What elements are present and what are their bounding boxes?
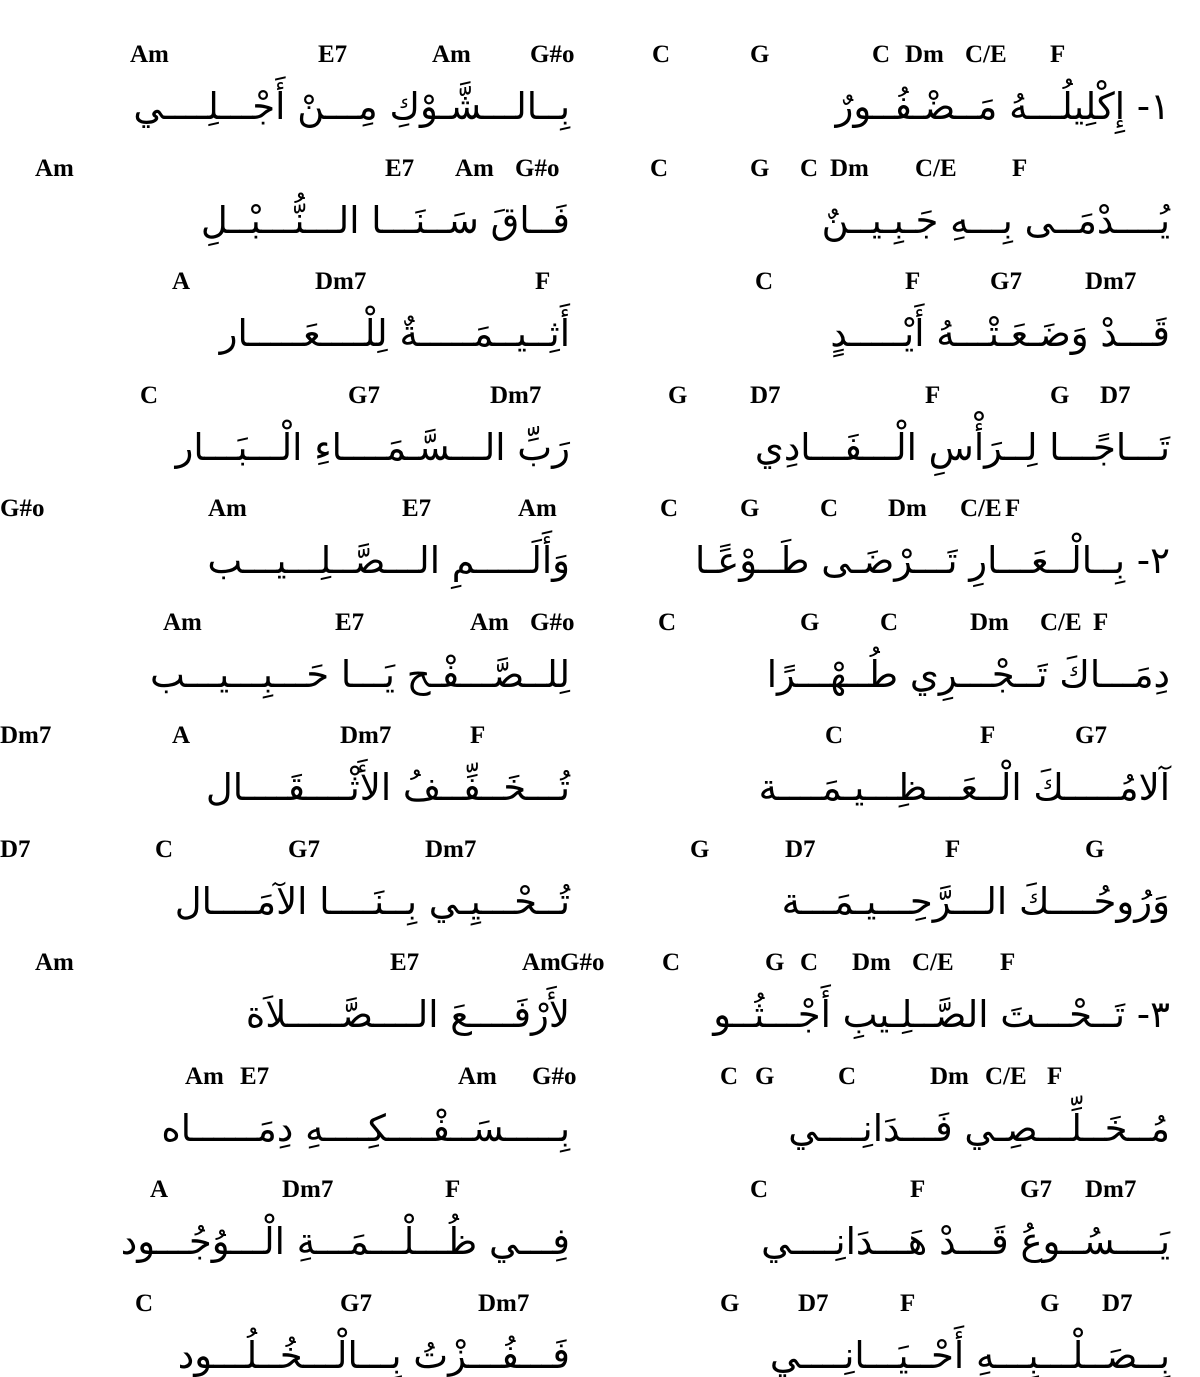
chord-label: C <box>838 1062 857 1090</box>
chord-label: Dm7 <box>315 268 367 295</box>
chord-label: Dm7 <box>425 835 477 863</box>
chord-label: A <box>150 1176 169 1203</box>
chord-label: G <box>800 608 820 636</box>
chord-label: F <box>925 381 941 409</box>
chord-label: D7 <box>1102 1289 1133 1317</box>
chord-label: Am <box>130 41 169 68</box>
chord-label: G <box>690 835 710 863</box>
chord-label: G <box>1040 1289 1060 1317</box>
chord-label: A <box>172 268 191 295</box>
lyric-line: فَـــفُـــزْتُ بِـــالْـــخُــلُـــود <box>177 1333 570 1377</box>
chord-label: C/E <box>965 41 1007 68</box>
chord-label: E7 <box>240 1062 270 1090</box>
chord-label: Am <box>185 1062 224 1090</box>
chord-label: E7 <box>318 41 348 68</box>
chord-label: E7 <box>402 495 432 522</box>
chord-label: F <box>1047 1062 1063 1090</box>
chord-label: C <box>872 41 891 68</box>
chord-label: G#o <box>532 1062 577 1090</box>
chord-label: G7 <box>990 268 1022 295</box>
lyric-line: آلامُـــــكَ الْــعَـــظِـــيـمَــــة <box>758 766 1170 809</box>
chord-label: Dm7 <box>0 722 52 749</box>
lyric-line: ١- إِكْلِيلُـــهُ مَــضْـفُــورٌ <box>835 85 1170 128</box>
lyric-line: قَـــدْ وَضَـعَـتْـــهُ أَيْـــــدٍ <box>830 312 1170 355</box>
chord-label: G7 <box>340 1289 372 1317</box>
lyric-line: تُــحْـــيِـي بِــنَــــا الآمَــــال <box>174 879 570 923</box>
chord-label: Am <box>470 608 509 636</box>
chord-label: F <box>945 835 961 863</box>
lyric-line: لِلــصَّـــفْـح يَـــا حَـــبِـــيـــب <box>150 652 570 696</box>
chord-label: E7 <box>385 154 415 182</box>
chord-label: G <box>1050 381 1070 409</box>
chord-label: Am <box>522 949 561 976</box>
lyric-line: مُــخَــلِّـــصِـي فَـــدَانِــــي <box>788 1106 1170 1150</box>
chord-label: C <box>140 381 159 409</box>
chord-label: G <box>1085 835 1105 863</box>
chord-label: D7 <box>750 381 781 409</box>
chord-label: D7 <box>798 1289 829 1317</box>
chord-label: G#o <box>530 41 575 68</box>
chord-label: C/E <box>985 1062 1027 1090</box>
lyric-line: يَــــسُــوعُ قَـــدْ هَـــدَانِــــي <box>761 1220 1170 1263</box>
chord-label: G7 <box>1020 1176 1052 1203</box>
lyric-line: فَــاقَ سَــنَـــا الـــنُّـــبْــلِ <box>200 198 570 242</box>
chord-label: E7 <box>390 949 420 976</box>
chord-label: C <box>750 1176 769 1203</box>
chord-label: F <box>1005 495 1021 522</box>
lyric-line: تُـــخَــفِّــفُ الأَثْــــقَــــال <box>205 766 570 809</box>
chord-label: C <box>800 949 819 976</box>
chord-label: Dm7 <box>1085 1176 1137 1203</box>
chord-label: Am <box>518 495 557 522</box>
chord-label: C <box>660 495 679 522</box>
chord-label: C/E <box>1040 608 1082 636</box>
chord-label: Dm <box>930 1062 969 1090</box>
chord-label: C <box>880 608 899 636</box>
lyric-line: رَبِّ الـــسَّـمَــــاءِ الْـــبَـــار <box>175 425 570 469</box>
chord-label: D7 <box>0 835 31 863</box>
chord-label: G#o <box>515 154 560 182</box>
lyric-line: ٢- بِــالْــعَـــارِ تَـــرْضَـى طَــوْعًـا <box>695 539 1170 582</box>
lyric-line: وَرُوحُــــكَ الـــرَّحِـــيـمَـــة <box>781 879 1170 923</box>
chord-label: G <box>668 381 688 409</box>
chord-label: F <box>910 1176 926 1203</box>
chord-label: F <box>905 268 921 295</box>
chord-label: A <box>172 722 191 749</box>
chord-label: C <box>800 154 819 182</box>
chord-label: Dm <box>905 41 944 68</box>
chord-label: F <box>1000 949 1016 976</box>
chord-label: Dm7 <box>478 1289 530 1317</box>
chord-label: Am <box>432 41 471 68</box>
chord-label: Dm7 <box>1085 268 1137 295</box>
chord-label: Am <box>208 495 247 522</box>
chord-label: E7 <box>335 608 365 636</box>
chord-label: Am <box>35 154 74 182</box>
chord-label: F <box>535 268 551 295</box>
lyric-line: تَـــاجًـــا لِــرَأْسِ الْـــفَـــادِي <box>754 425 1170 469</box>
chord-label: Dm <box>970 608 1009 636</box>
chord-label: G#o <box>530 608 575 636</box>
chord-label: G <box>750 41 770 68</box>
chord-label: C <box>652 41 671 68</box>
chord-label: D7 <box>785 835 816 863</box>
chord-label: Am <box>458 1062 497 1090</box>
chord-label: F <box>1012 154 1028 182</box>
lyric-line: وَأَلَـــــمِ الـــصَّــلِـــيـــب <box>207 539 570 582</box>
chord-label: Am <box>163 608 202 636</box>
chord-label: F <box>1050 41 1066 68</box>
chord-label: C <box>155 835 174 863</box>
lyric-line: يُــــدْمَــى بِـــهِ جَـبِـيــنٌ <box>821 198 1170 242</box>
lyric-line: ٣- تَــحْـــتَ الصَّــلِـيبِ أَجْـــثُــو <box>713 993 1170 1036</box>
lyric-line: دِمَـــاكَ تَــجْـــرِي طُــهْـــرًا <box>766 652 1170 696</box>
chord-label: Dm <box>888 495 927 522</box>
chord-label: Dm7 <box>282 1176 334 1203</box>
chord-label: Am <box>455 154 494 182</box>
chord-label: Dm <box>852 949 891 976</box>
chord-label: Am <box>35 949 74 976</box>
chord-label: C <box>662 949 681 976</box>
chord-label: C <box>135 1289 154 1317</box>
chord-label: G <box>740 495 760 522</box>
chord-label: G <box>755 1062 775 1090</box>
chord-label: C/E <box>960 495 1002 522</box>
chord-label: F <box>1093 608 1109 636</box>
chord-label: G7 <box>288 835 320 863</box>
chord-label: G <box>720 1289 740 1317</box>
chord-label: D7 <box>1100 381 1131 409</box>
chord-label: C <box>825 722 844 749</box>
chord-label: C <box>755 268 774 295</box>
chord-label: Dm <box>830 154 869 182</box>
lyric-line: أَثِــيــمَـــــةٌ لِلْــــعَـــــار <box>219 312 570 355</box>
chord-label: F <box>470 722 486 749</box>
chord-label: F <box>900 1289 916 1317</box>
chord-label: G#o <box>560 949 605 976</box>
chord-label: G <box>765 949 785 976</box>
chord-label: F <box>980 722 996 749</box>
lyric-line: بِــصَــلْـــبِـــهِ أَحْــيَـــانِــــي <box>769 1333 1170 1377</box>
lyric-line: بِـــــسَــفْــــكِــــهِ دِمَــــــاه <box>161 1106 570 1150</box>
lyric-line: فِـــي ظُـــلْـــمَـــةِ الْـــوُجُـــود <box>120 1220 570 1263</box>
chord-label: G#o <box>0 495 45 522</box>
chord-label: C <box>658 608 677 636</box>
chord-label: C/E <box>915 154 957 182</box>
chord-label: G7 <box>1075 722 1107 749</box>
chord-label: G <box>750 154 770 182</box>
chord-label: C/E <box>912 949 954 976</box>
chord-label: Dm7 <box>490 381 542 409</box>
chord-label: C <box>720 1062 739 1090</box>
chord-label: Dm7 <box>340 722 392 749</box>
lyric-line: لأَرْفَــــعَ الــــصَّـــــلاَة <box>245 993 570 1036</box>
lyric-line: بِــالـــشَّـوْكِ مِـــنْ أَجْـــلِــــي <box>133 85 570 128</box>
chord-label: C <box>820 495 839 522</box>
chord-label: G7 <box>348 381 380 409</box>
chord-label: C <box>650 154 669 182</box>
chord-label: F <box>445 1176 461 1203</box>
